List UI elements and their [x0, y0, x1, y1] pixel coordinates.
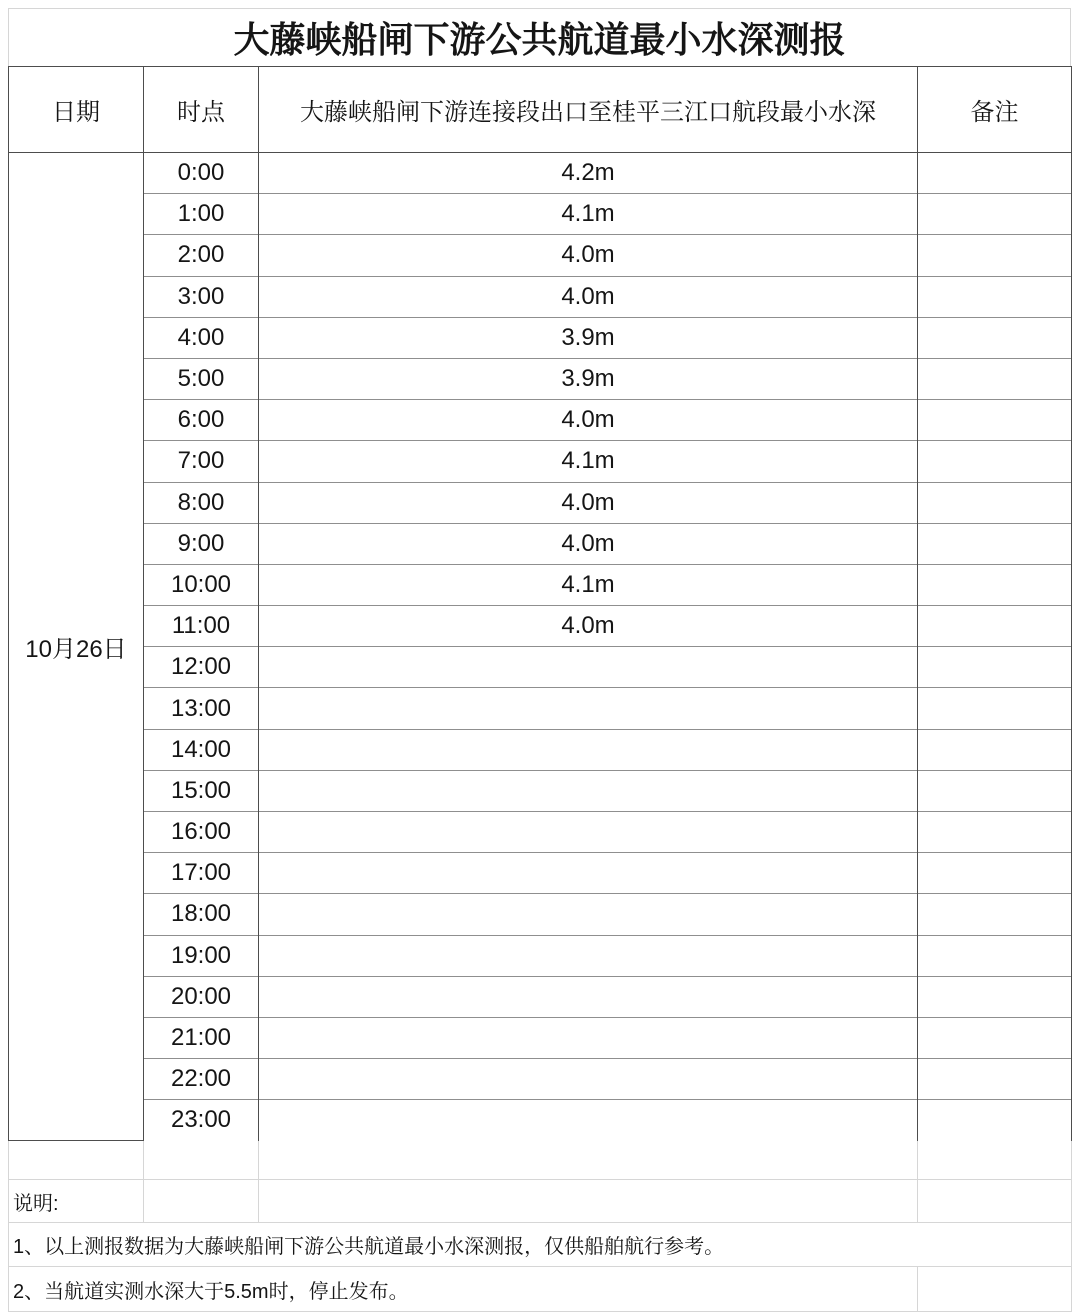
depth-cell	[259, 976, 918, 1017]
table-row	[9, 1017, 1072, 1058]
time-cell: 19:00	[144, 935, 259, 976]
depth-cell	[259, 688, 918, 729]
header-row	[9, 67, 1072, 153]
remark-cell	[918, 400, 1072, 441]
depth-cell	[259, 853, 918, 894]
time-cell: 6:00	[144, 400, 259, 441]
footer-notes-area	[8, 1141, 1072, 1312]
depth-cell: 4.2m	[259, 153, 918, 194]
table-row	[9, 235, 1072, 276]
header-depth: 大藤峡船闸下游连接段出口至桂平三江口航段最小水深	[259, 67, 918, 153]
depth-report-table	[8, 66, 1072, 1141]
depth-cell: 4.0m	[259, 235, 918, 276]
table-row	[9, 935, 1072, 976]
remark-cell	[918, 688, 1072, 729]
time-cell: 21:00	[144, 1017, 259, 1058]
remark-cell	[918, 235, 1072, 276]
empty-cell	[9, 1141, 144, 1180]
note-1: 1、以上测报数据为大藤峡船闸下游公共航道最小水深测报，仅供船舶航行参考。	[9, 1223, 1072, 1267]
time-cell: 18:00	[144, 894, 259, 935]
table-row	[9, 153, 1072, 194]
time-cell: 2:00	[144, 235, 259, 276]
depth-cell: 4.1m	[259, 564, 918, 605]
remark-cell	[918, 853, 1072, 894]
remark-cell	[918, 894, 1072, 935]
empty-cell	[259, 1141, 918, 1180]
remark-cell	[918, 482, 1072, 523]
time-cell: 5:00	[144, 358, 259, 399]
empty-cell	[918, 1267, 1072, 1312]
empty-cell	[918, 1141, 1072, 1180]
time-cell: 11:00	[144, 606, 259, 647]
depth-cell	[259, 812, 918, 853]
depth-cell	[259, 729, 918, 770]
table-row	[9, 812, 1072, 853]
remark-cell	[918, 1059, 1072, 1100]
table-row	[9, 194, 1072, 235]
page-title: 大藤峡船闸下游公共航道最小水深测报	[8, 8, 1071, 66]
remark-cell	[918, 606, 1072, 647]
remark-cell	[918, 358, 1072, 399]
remark-cell	[918, 441, 1072, 482]
note-2: 2、当航道实测水深大于5.5m时，停止发布。	[9, 1267, 918, 1312]
depth-cell: 3.9m	[259, 317, 918, 358]
empty-cell	[259, 1180, 918, 1223]
remark-cell	[918, 976, 1072, 1017]
table-row	[9, 647, 1072, 688]
table-row	[9, 317, 1072, 358]
depth-cell: 4.0m	[259, 276, 918, 317]
remark-cell	[918, 317, 1072, 358]
table-row	[9, 853, 1072, 894]
depth-cell: 4.0m	[259, 400, 918, 441]
table-row	[9, 441, 1072, 482]
notes-label-row	[9, 1180, 1072, 1223]
time-cell: 4:00	[144, 317, 259, 358]
depth-cell: 4.0m	[259, 482, 918, 523]
table-row	[9, 523, 1072, 564]
depth-cell	[259, 935, 918, 976]
notes-label: 说明:	[9, 1180, 144, 1223]
empty-cell	[918, 1180, 1072, 1223]
time-cell: 15:00	[144, 770, 259, 811]
depth-cell	[259, 1059, 918, 1100]
remark-cell	[918, 935, 1072, 976]
time-cell: 20:00	[144, 976, 259, 1017]
table-row	[9, 482, 1072, 523]
time-cell: 3:00	[144, 276, 259, 317]
spacer-row	[9, 1141, 1072, 1180]
table-row	[9, 770, 1072, 811]
remark-cell	[918, 564, 1072, 605]
report-sheet	[8, 8, 1071, 1312]
depth-cell: 3.9m	[259, 358, 918, 399]
time-cell: 13:00	[144, 688, 259, 729]
time-cell: 10:00	[144, 564, 259, 605]
remark-cell	[918, 647, 1072, 688]
time-cell: 8:00	[144, 482, 259, 523]
time-cell: 23:00	[144, 1100, 259, 1141]
depth-cell: 4.0m	[259, 606, 918, 647]
remark-cell	[918, 770, 1072, 811]
table-row	[9, 894, 1072, 935]
time-cell: 12:00	[144, 647, 259, 688]
remark-cell	[918, 523, 1072, 564]
depth-cell	[259, 1100, 918, 1141]
depth-cell: 4.1m	[259, 194, 918, 235]
depth-cell	[259, 1017, 918, 1058]
time-cell: 0:00	[144, 153, 259, 194]
table-row	[9, 1059, 1072, 1100]
table-row	[9, 358, 1072, 399]
note-row	[9, 1267, 1072, 1312]
note-row	[9, 1223, 1072, 1267]
remark-cell	[918, 812, 1072, 853]
remark-cell	[918, 276, 1072, 317]
table-row	[9, 276, 1072, 317]
time-cell: 14:00	[144, 729, 259, 770]
header-time: 时点	[144, 67, 259, 153]
table-row	[9, 400, 1072, 441]
table-row	[9, 606, 1072, 647]
table-row	[9, 688, 1072, 729]
depth-cell	[259, 894, 918, 935]
remark-cell	[918, 729, 1072, 770]
time-cell: 1:00	[144, 194, 259, 235]
remark-cell	[918, 1017, 1072, 1058]
time-cell: 9:00	[144, 523, 259, 564]
table-row	[9, 1100, 1072, 1141]
depth-cell: 4.1m	[259, 441, 918, 482]
table-row	[9, 564, 1072, 605]
remark-cell	[918, 153, 1072, 194]
depth-cell	[259, 770, 918, 811]
remark-cell	[918, 194, 1072, 235]
depth-cell	[259, 647, 918, 688]
depth-cell: 4.0m	[259, 523, 918, 564]
empty-cell	[144, 1180, 259, 1223]
table-row	[9, 976, 1072, 1017]
date-cell: 10月26日	[9, 153, 144, 1141]
time-cell: 7:00	[144, 441, 259, 482]
table-row	[9, 729, 1072, 770]
remark-cell	[918, 1100, 1072, 1141]
header-date: 日期	[9, 67, 144, 153]
time-cell: 16:00	[144, 812, 259, 853]
empty-cell	[144, 1141, 259, 1180]
time-cell: 17:00	[144, 853, 259, 894]
time-cell: 22:00	[144, 1059, 259, 1100]
header-remark: 备注	[918, 67, 1072, 153]
